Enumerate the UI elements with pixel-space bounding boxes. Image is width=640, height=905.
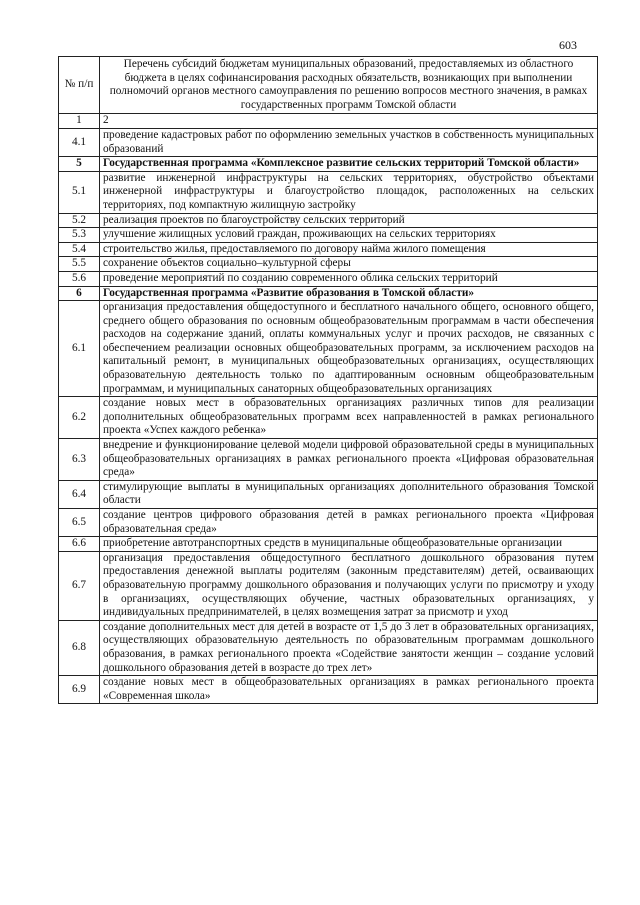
row-description: сохранение объектов социально–культурной сферы bbox=[100, 257, 598, 272]
row-description: проведение мероприятий по созданию современного облика сельских территорий bbox=[100, 271, 598, 286]
table-row bbox=[59, 551, 598, 620]
row-description: организация предоставления общедоступного и бесплатного начального общего, основного общего, среднего общего образования по основным общеобразовательным программам в части обеспечения расходов на содержание зданий, оплаты коммунальных услуг и прочих расходов, не связанных с обеспечением реализации основных общеобразовательных программ, за исключением расходов на капитальный ремонт, в муниципальных общеобразовательных организациях, осуществляющих образовательную деятельность только по адаптированным основным общеобразовательным программам, и муниципальных санаторных общеобразовательных организациях bbox=[100, 301, 598, 397]
row-number: 4.1 bbox=[59, 128, 100, 156]
column-index-2: 2 bbox=[100, 114, 598, 129]
row-description: внедрение и функционирование целевой модели цифровой образовательной среды в муниципальных общеобразовательных организациях в рамках регионального проекта «Цифровая образовательная среда» bbox=[100, 439, 598, 481]
page-number: 603 bbox=[559, 38, 577, 52]
section-title: Государственная программа «Развитие образования в Томской области» bbox=[100, 286, 598, 301]
row-number: 5.4 bbox=[59, 242, 100, 257]
table-row bbox=[59, 480, 598, 508]
row-description: создание новых мест в общеобразовательных организациях в рамках регионального проекта «Современная школа» bbox=[100, 676, 598, 704]
row-description: приобретение автотранспортных средств в муниципальные общеобразовательные организации bbox=[100, 537, 598, 552]
table-row bbox=[59, 271, 598, 286]
header-num-cell: № п/п bbox=[59, 57, 100, 114]
table-row bbox=[59, 171, 598, 213]
table-row bbox=[59, 537, 598, 552]
table-header-row bbox=[59, 57, 598, 114]
table-row bbox=[59, 676, 598, 704]
column-index-row bbox=[59, 114, 598, 129]
row-number: 5.5 bbox=[59, 257, 100, 272]
row-number: 5.2 bbox=[59, 213, 100, 228]
column-index-1: 1 bbox=[59, 114, 100, 129]
table-row bbox=[59, 397, 598, 439]
table-row bbox=[59, 242, 598, 257]
header-title-cell: Перечень субсидий бюджетам муниципальных образований, предоставляемых из областного бюджета в целях софинансирования расходных обязательств, возникающих при выполнении полномочий органов местного самоуправления по решению вопросов местного значения, в рамках государственных программ Томской области bbox=[100, 57, 598, 114]
row-description: создание новых мест в образовательных организациях различных типов для реализации дополнительных общеобразовательных программ всех направленностей в рамках регионального проекта «Успех каждого ребенка» bbox=[100, 397, 598, 439]
row-description: проведение кадастровых работ по оформлению земельных участков в собственность муниципальных образований bbox=[100, 128, 598, 156]
row-number: 6.4 bbox=[59, 480, 100, 508]
table-row bbox=[59, 509, 598, 537]
row-number: 6.6 bbox=[59, 537, 100, 552]
row-number: 6.5 bbox=[59, 509, 100, 537]
row-description: развитие инженерной инфраструктуры на сельских территориях, обустройство объектами инженерной инфраструктуры и благоустройство площадок, расположенных на сельских территориях, под компактную жилищную застройку bbox=[100, 171, 598, 213]
row-number: 6.7 bbox=[59, 551, 100, 620]
row-description: стимулирующие выплаты в муниципальных организациях дополнительного образования Томской области bbox=[100, 480, 598, 508]
row-description: улучшение жилищных условий граждан, проживающих на сельских территориях bbox=[100, 228, 598, 243]
subsidies-table bbox=[58, 56, 598, 704]
row-description: реализация проектов по благоустройству сельских территорий bbox=[100, 213, 598, 228]
table-body bbox=[59, 57, 598, 704]
row-description: создание дополнительных мест для детей в возрасте от 1,5 до 3 лет в образовательных организациях, осуществляющих образовательную деятельность по образовательным программам дошкольного образования, в рамках регионального проекта «Содействие занятости женщин – создание условий дошкольного образования детей в возрасте до трех лет» bbox=[100, 620, 598, 675]
section-row bbox=[59, 286, 598, 301]
row-number: 6.1 bbox=[59, 301, 100, 397]
row-number: 6.3 bbox=[59, 439, 100, 481]
row-number: 5.6 bbox=[59, 271, 100, 286]
table-row bbox=[59, 257, 598, 272]
row-number: 5.3 bbox=[59, 228, 100, 243]
table-row bbox=[59, 213, 598, 228]
row-number: 6.9 bbox=[59, 676, 100, 704]
row-description: создание центров цифрового образования детей в рамках регионального проекта «Цифровая образовательная среда» bbox=[100, 509, 598, 537]
row-number: 6.8 bbox=[59, 620, 100, 675]
row-number: 6 bbox=[59, 286, 100, 301]
section-title: Государственная программа «Комплексное развитие сельских территорий Томской области» bbox=[100, 157, 598, 172]
row-number: 6.2 bbox=[59, 397, 100, 439]
table-row bbox=[59, 620, 598, 675]
table-row bbox=[59, 228, 598, 243]
row-number: 5 bbox=[59, 157, 100, 172]
table-row bbox=[59, 439, 598, 481]
row-description: организация предоставления общедоступного бесплатного дошкольного образования путем предоставления денежной выплаты родителям (законным представителям) детей, осваивающих образовательную программу дошкольного образования и получающих услуги по присмотру и уходу в организациях, осуществляющих обучение, частных образовательных организациях, у индивидуальных предпринимателей, в целях возмещения затрат за присмотр и уход bbox=[100, 551, 598, 620]
row-description: строительство жилья, предоставляемого по договору найма жилого помещения bbox=[100, 242, 598, 257]
table-row bbox=[59, 128, 598, 156]
table-row bbox=[59, 301, 598, 397]
section-row bbox=[59, 157, 598, 172]
row-number: 5.1 bbox=[59, 171, 100, 213]
